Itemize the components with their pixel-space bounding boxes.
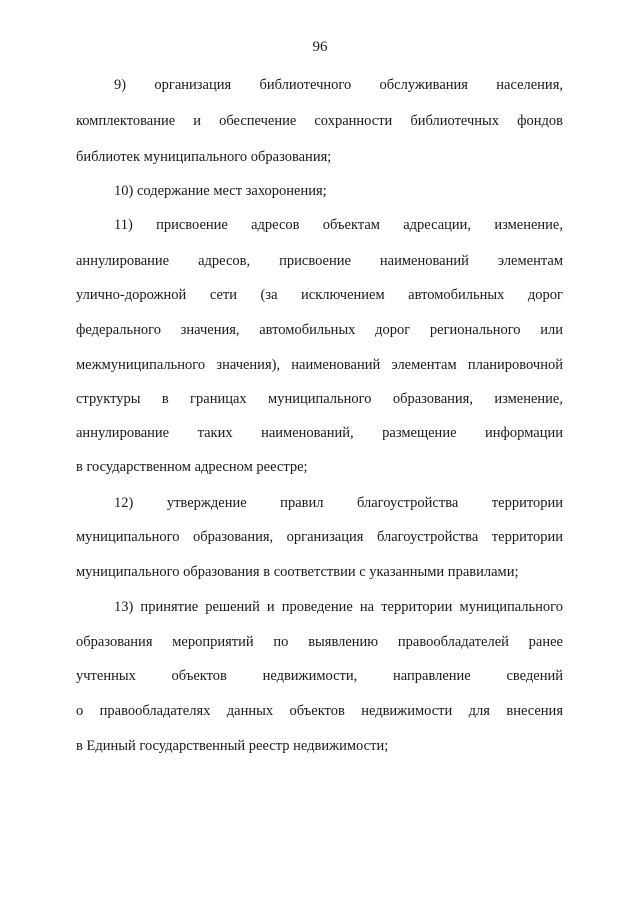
text-line: 10) содержание мест захоронения; <box>114 183 327 199</box>
text-line: библиотек муниципального образования; <box>76 149 332 165</box>
text-line: комплектование и обеспечение сохранности библиотечных фондов <box>76 113 563 129</box>
text-line: 9) организация библиотечного обслуживания населения, <box>114 77 563 93</box>
text-line: о правообладателях данных объектов недвижимости для внесения <box>76 703 563 719</box>
page-number: 96 <box>312 39 328 55</box>
text-line: межмуниципального значения), наименований элементам планировочной <box>76 357 563 373</box>
text-line: муниципального образования в соответствии с указанными правилами; <box>76 564 519 580</box>
text-line: аннулирование таких наименований, размещение информации <box>76 425 563 441</box>
text-line: в Единый государственный реестр недвижимости; <box>76 738 389 754</box>
text-line: учтенных объектов недвижимости, направление сведений <box>76 668 563 684</box>
text-line: 13) принятие решений и проведение на территории муниципального <box>114 599 563 615</box>
text-line: в государственном адресном реестре; <box>76 459 308 475</box>
text-line: 12) утверждение правил благоустройства территории <box>114 495 563 511</box>
text-line: улично-дорожной сети (за исключением автомобильных дорог <box>76 287 563 303</box>
text-line: 11) присвоение адресов объектам адресации, изменение, <box>114 217 563 233</box>
text-line: структуры в границах муниципального образования, изменение, <box>76 391 563 407</box>
text-line: образования мероприятий по выявлению правообладателей ранее <box>76 634 563 650</box>
text-line: аннулирование адресов, присвоение наименований элементам <box>76 253 563 269</box>
text-line: муниципального образования, организация благоустройства территории <box>76 529 563 545</box>
text-line: федерального значения, автомобильных дорог регионального или <box>76 322 563 338</box>
